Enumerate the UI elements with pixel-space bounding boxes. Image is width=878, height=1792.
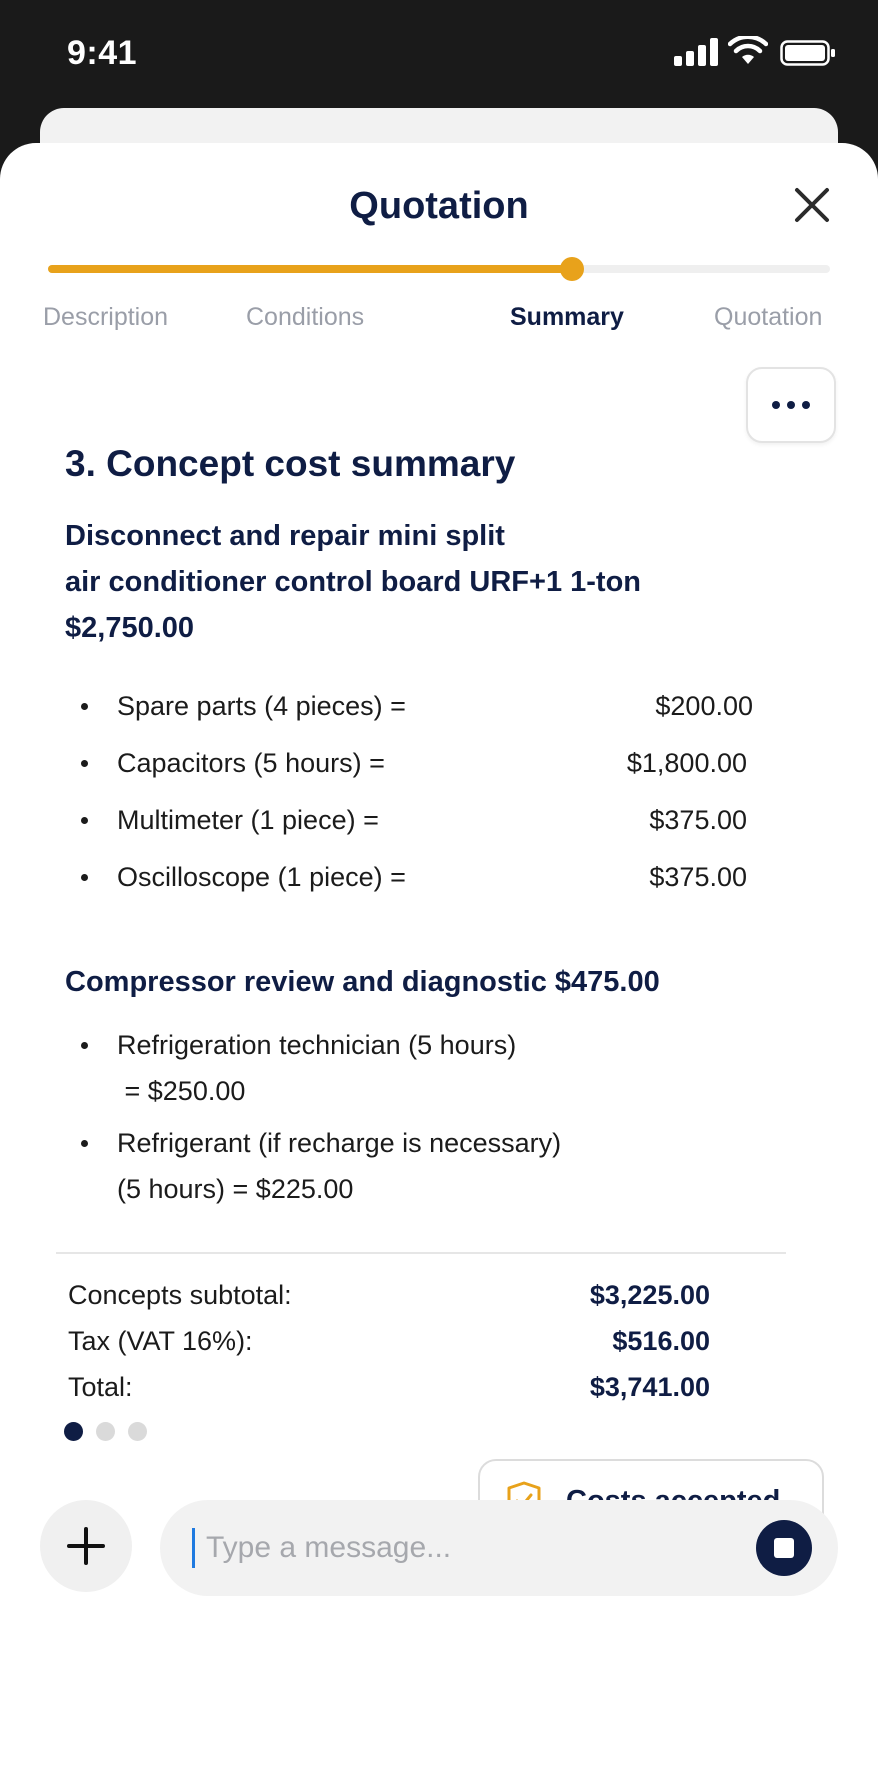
item-label: Oscilloscope (1 piece) = <box>117 862 406 892</box>
progress-indicator <box>560 257 584 281</box>
progress-fill <box>48 265 572 273</box>
item-price: $375.00 <box>649 805 747 835</box>
section-title: 3. Concept cost summary <box>65 443 516 484</box>
concept-items-list <box>65 1022 755 1212</box>
total-value: $3,741.00 <box>589 1372 710 1402</box>
concept-title-line: Disconnect and repair mini split <box>65 520 505 552</box>
sheet-title: Quotation <box>349 185 529 227</box>
divider <box>56 1252 786 1254</box>
concept-title-line: air conditioner control board URF+1 1-ton <box>65 566 642 598</box>
list-item <box>65 740 747 786</box>
item-price: $200.00 <box>655 691 753 721</box>
concept-title-line: Compressor review and diagnostic $475.00 <box>65 966 660 998</box>
subtotal-label: Concepts subtotal: <box>68 1280 292 1310</box>
item-label: Multimeter (1 piece) = <box>117 805 379 835</box>
tax-row <box>68 1318 710 1364</box>
step-quotation[interactable]: Quotation <box>714 303 823 331</box>
tax-label: Tax (VAT 16%): <box>68 1326 253 1356</box>
concept-title <box>65 513 641 651</box>
pagination-dots <box>64 1422 160 1442</box>
item-label: Refrigerant (if recharge is necessary) <box>117 1128 562 1158</box>
concept-title <box>65 959 660 1005</box>
step-tabs <box>0 303 878 343</box>
message-composer <box>160 1500 838 1596</box>
wifi-icon <box>728 36 768 66</box>
subtotal-value: $3,225.00 <box>589 1280 710 1310</box>
list-item <box>65 1120 755 1212</box>
step-summary[interactable]: Summary <box>510 303 624 331</box>
status-time: 9:41 <box>67 34 138 72</box>
total-row <box>68 1364 710 1410</box>
item-price: $375.00 <box>649 862 747 892</box>
stop-button[interactable] <box>756 1520 812 1576</box>
add-attachment-button[interactable] <box>40 1500 132 1592</box>
close-icon[interactable] <box>790 183 834 227</box>
page-dot[interactable] <box>128 1422 147 1441</box>
status-bar <box>0 0 878 110</box>
more-dot-icon <box>772 401 780 409</box>
total-label: Total: <box>68 1372 133 1402</box>
page-dot-active[interactable] <box>64 1422 83 1441</box>
list-item <box>65 797 747 843</box>
more-dot-icon <box>787 401 795 409</box>
concept-price: $2,750.00 <box>65 612 195 644</box>
item-label: Refrigeration technician (5 hours) <box>117 1030 517 1060</box>
battery-icon <box>780 40 836 66</box>
progress-bar <box>48 265 830 273</box>
message-input[interactable] <box>206 1518 726 1578</box>
item-price: (5 hours) = $225.00 <box>117 1174 354 1204</box>
list-item <box>65 1022 755 1114</box>
cellular-signal-icon <box>674 38 718 66</box>
item-label: Capacitors (5 hours) = <box>117 748 385 778</box>
subtotal-row <box>68 1272 710 1318</box>
list-item <box>65 683 753 729</box>
totals <box>68 1272 710 1410</box>
list-item <box>65 854 747 900</box>
item-price: = $250.00 <box>117 1076 246 1106</box>
more-options-button[interactable] <box>746 367 836 443</box>
page-dot[interactable] <box>96 1422 115 1441</box>
tax-value: $516.00 <box>612 1326 710 1356</box>
step-description[interactable]: Description <box>43 303 169 331</box>
step-conditions[interactable]: Conditions <box>246 303 365 331</box>
more-dot-icon <box>802 401 810 409</box>
item-price: $1,800.00 <box>626 748 747 778</box>
concept-items-list <box>65 683 753 900</box>
text-cursor <box>192 1528 195 1568</box>
item-label: Spare parts (4 pieces) = <box>117 691 406 721</box>
